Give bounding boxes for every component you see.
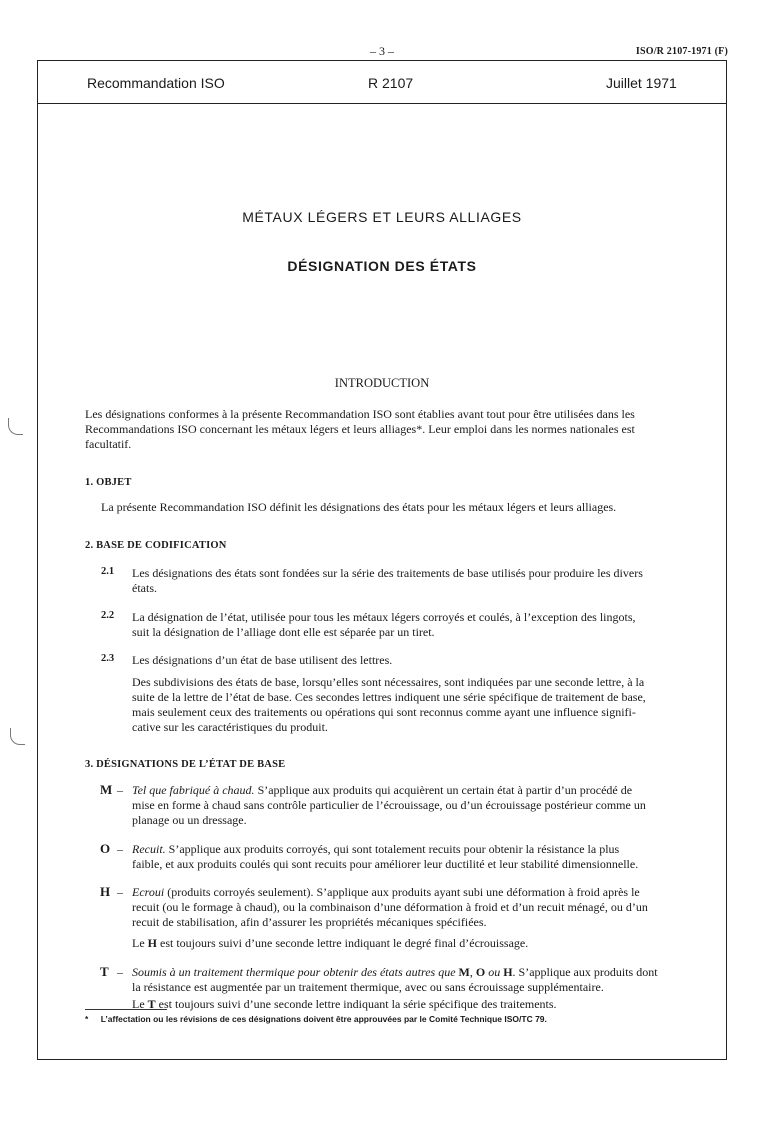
state-t-definition <box>132 965 658 1012</box>
text-line: états. <box>132 581 157 595</box>
text-line <box>132 783 646 798</box>
text-line: La désignation de l’état, utilisée pour tous les métaux légers corroyés et coulés, à l’exception des lingots, <box>132 610 636 624</box>
state-letter-o: O <box>100 841 111 856</box>
text-line: cative sur les caractéristiques du produit. <box>132 720 328 734</box>
state-name: Ecroui <box>132 885 165 899</box>
text-fragment: S’applique aux produits corroyés, qui sont totalement recuits pour obtenir la résistance la plus <box>165 842 620 856</box>
text-line: mais seulement ceux des traitements ou opérations qui sont reconnus comme ayant une influence signifi- <box>132 705 636 719</box>
item-2-3-text <box>132 653 392 668</box>
state-letter-ref: O <box>475 965 486 979</box>
intro-line: Les désignations conformes à la présente Recommandation ISO sont établies avant tout pour être utilisées dans les <box>85 407 635 421</box>
header-row <box>38 61 726 104</box>
introduction-paragraph <box>85 407 725 452</box>
margin-mark <box>10 728 25 745</box>
document-title: MÉTAUX LÉGERS ET LEURS ALLIAGES <box>242 209 522 225</box>
dash: – <box>117 783 123 797</box>
text-fragment: est toujours suivi d’une seconde lettre indiquant le degré final d’écrouissage. <box>157 936 529 950</box>
state-h-definition <box>132 885 648 951</box>
state-name: Tel que fabriqué à chaud. <box>132 783 255 797</box>
document-subtitle: DÉSIGNATION DES ÉTATS <box>287 258 477 274</box>
text-line: planage ou un dressage. <box>132 813 247 827</box>
section-2-heading: 2. BASE DE CODIFICATION <box>85 540 227 551</box>
text-line: recuit (ou le formage à chaud), ou la combinaison d’une déformation à froid et d’un recuit ménagé, ou d’un <box>132 900 648 914</box>
margin-mark <box>8 418 23 435</box>
intro-line: facultatif. <box>85 437 132 451</box>
text-line <box>132 965 658 980</box>
state-letter-ref: H <box>503 965 513 979</box>
text-line <box>132 885 648 900</box>
text-fragment: est toujours suivi d’une seconde lettre indiquant la série spécifique des traitements. <box>155 997 557 1011</box>
document-frame <box>37 60 727 1060</box>
state-letter-ref: T <box>147 997 156 1011</box>
text-fragment: ou <box>488 965 501 979</box>
header-right: Juillet 1971 <box>606 75 677 91</box>
dash: – <box>117 842 123 856</box>
state-letter-ref: M <box>458 965 470 979</box>
text-line <box>132 936 648 951</box>
text-line: Les désignations des états sont fondées sur la série des traitements de base utilisés pour produire les divers <box>132 566 643 580</box>
state-letter-m: M <box>100 782 113 797</box>
state-o-definition <box>132 842 638 872</box>
item-number: 2.3 <box>101 653 115 664</box>
intro-line: Recommandations ISO concernant les métaux légers et leurs alliages*. Leur emploi dans les normes nationales est <box>85 422 635 436</box>
text-fragment: Le <box>132 997 148 1011</box>
text-line <box>132 997 658 1012</box>
text-fragment: , <box>469 965 476 979</box>
item-number: 2.2 <box>101 610 115 621</box>
footnote-marker: * <box>85 1014 89 1024</box>
text-line: suit la désignation de l’alliage dont elle est séparée par un tiret. <box>132 625 435 639</box>
dash: – <box>117 965 123 979</box>
item-2-2-text <box>132 610 636 640</box>
text-fragment: . S’applique aux produits dont <box>512 965 658 979</box>
state-m-definition <box>132 783 646 828</box>
footnote-text: L’affectation ou les révisions de ces désignations doivent être approuvées par le Comité Technique ISO/TC 79. <box>100 1014 547 1024</box>
introduction-heading: INTRODUCTION <box>334 376 430 390</box>
text-line: recuit de stabilisation, afin d’assurer les propriétés mécaniques spécifiées. <box>132 915 487 929</box>
text-line: mise en forme à chaud sans contrôle particulier de l’écrouissage, ou d’un écrouissage postérieur comme un <box>132 798 646 812</box>
text-fragment: (produits corroyés seulement). S’applique aux produits ayant subi une déformation à froid après le <box>164 885 640 899</box>
header-middle: R 2107 <box>368 75 414 91</box>
state-name: Recuit. <box>132 842 166 856</box>
text-line: faible, et aux produits coulés qui sont recuits pour améliorer leur ductilité et leur stabilité dimensionnelle. <box>132 857 639 871</box>
state-letter-h: H <box>100 884 111 899</box>
text-line <box>132 842 638 857</box>
document-reference: ISO/R 2107-1971 (F) <box>635 46 728 57</box>
section-3-heading: 3. DÉSIGNATIONS DE L’ÉTAT DE BASE <box>85 759 286 770</box>
state-name: Soumis à un traitement thermique pour obtenir des états autres que <box>132 965 456 979</box>
dash: – <box>117 885 123 899</box>
text-fragment: S’applique aux produits qui acquièrent un certain état à partir d’un procédé de <box>254 783 633 797</box>
section-1-heading: 1. OBJET <box>85 477 132 488</box>
footnote <box>85 1014 547 1024</box>
item-2-3-subdivisions <box>132 675 646 735</box>
text-line: la résistance est augmentée par un traitement thermique, avec ou sans écrouissage supplémentaire. <box>132 980 604 994</box>
item-2-1-text <box>132 566 643 596</box>
page-number: – 3 – <box>370 44 394 58</box>
state-letter-ref: H <box>147 936 157 950</box>
text-line: Les désignations d’un état de base utilisent des lettres. <box>132 653 393 667</box>
item-number: 2.1 <box>101 566 115 577</box>
text-line: suite de la lettre de l’état de base. Ces secondes lettres indiquent une série spécifique de traitement de base, <box>132 690 646 704</box>
header-left: Recommandation ISO <box>87 75 225 91</box>
section-1-text: La présente Recommandation ISO définit les désignations des états pour les métaux légers et leurs alliages. <box>101 500 617 514</box>
footnote-divider <box>85 1009 167 1010</box>
text-line: Des subdivisions des états de base, lorsqu’elles sont nécessaires, sont indiquées par une seconde lettre, à la <box>132 675 645 689</box>
text-fragment: Le <box>132 936 148 950</box>
state-letter-t: T <box>100 964 109 979</box>
